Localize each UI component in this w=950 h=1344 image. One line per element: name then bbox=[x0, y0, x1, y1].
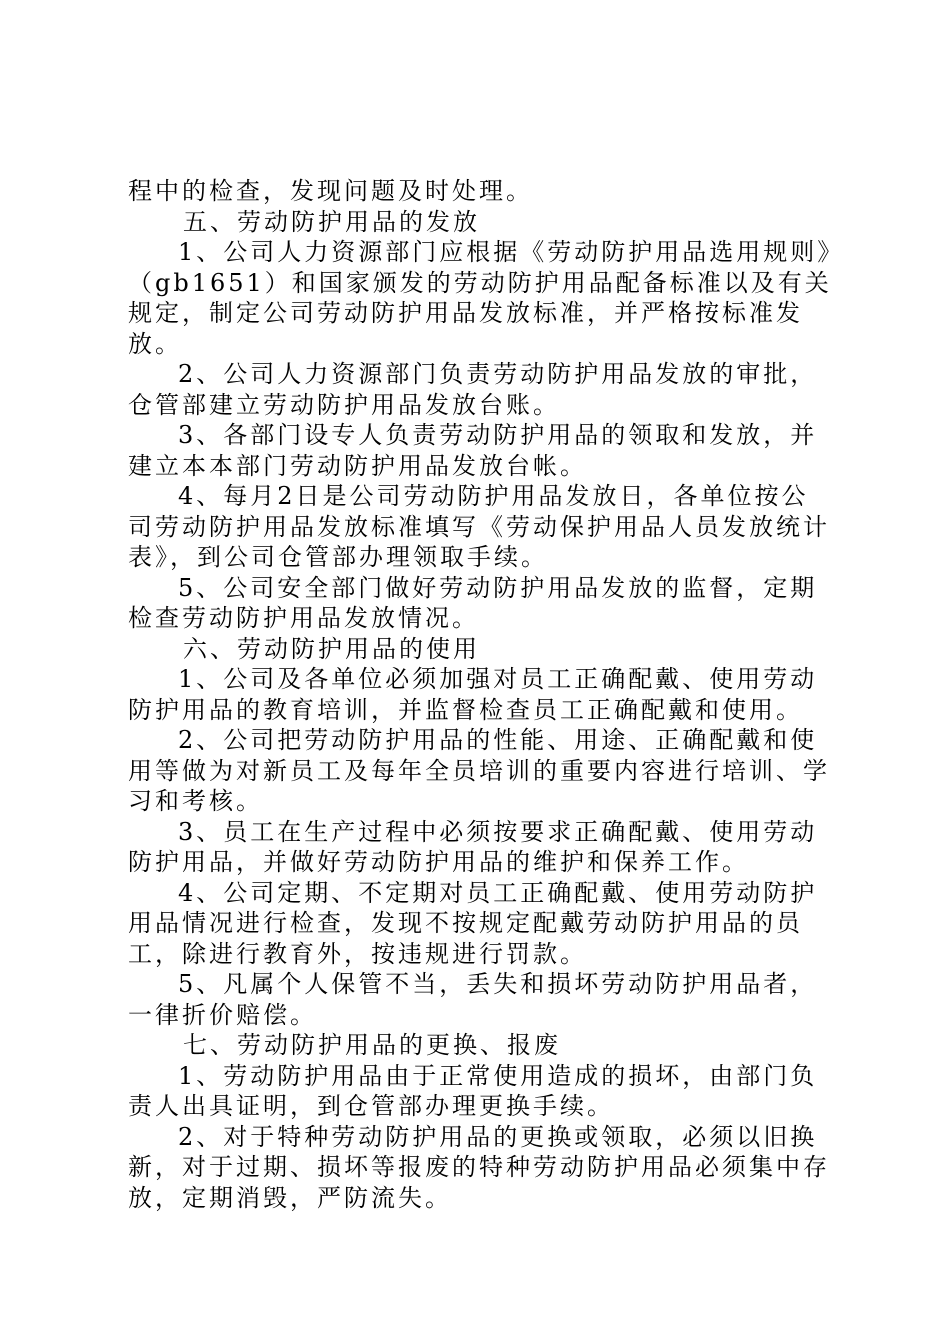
section-heading-7: 七、劳动防护用品的更换、报废 bbox=[183, 1031, 561, 1059]
paragraph-5-2: 2、公司人力资源部门负责劳动防护用品发放的审批，仓管部建立劳动防护用品发放台账。 bbox=[128, 360, 818, 419]
paragraph-5-4: 4、每月2日是公司劳动防护用品发放日，各单位按公司劳动防护用品发放标准填写《劳动保护用品人员发放统计表》，到公司仓管部办理领取手续。 bbox=[128, 482, 830, 571]
paragraph-6-3: 3、员工在生产过程中必须按要求正确配戴、使用劳动防护用品，并做好劳动防护用品的维护和保养工作。 bbox=[128, 817, 818, 876]
paragraph-6-4: 4、公司定期、不定期对员工正确配戴、使用劳动防护用品情况进行检查，发现不按规定配戴劳动防护用品的员工，除进行教育外，按违规进行罚款。 bbox=[128, 878, 818, 968]
section-heading-5: 五、劳动防护用品的发放 bbox=[183, 207, 480, 236]
section-heading-6: 六、劳动防护用品的使用 bbox=[183, 634, 480, 663]
paragraph-6-5: 5、凡属个人保管不当，丢失和损坏劳动防护用品者，一律折价赔偿。 bbox=[128, 970, 818, 1029]
paragraph-5-1: 1、公司人力资源部门应根据《劳动防护用品选用规则》（gb1651）和国家颁发的劳动防护用品配备标准以及有关规定，制定公司劳动防护用品发放标准，并严格按标准发放。 bbox=[128, 238, 833, 358]
paragraph-continuation: 程中的检查，发现问题及时处理。 bbox=[128, 177, 533, 205]
paragraph-5-5: 5、公司安全部门做好劳动防护用品发放的监督，定期检查劳动防护用品发放情况。 bbox=[128, 573, 818, 632]
paragraph-6-2: 2、公司把劳动防护用品的性能、用途、正确配戴和使用等做为对新员工及每年全员培训的重要内容进行培训、学习和考核。 bbox=[128, 726, 830, 815]
paragraph-6-1: 1、公司及各单位必须加强对员工正确配戴、使用劳动防护用品的教育培训，并监督检查员工正确配戴和使用。 bbox=[128, 665, 818, 724]
paragraph-7-2: 2、对于特种劳动防护用品的更换或领取，必须以旧换新，对于过期、损坏等报废的特种劳动防护用品必须集中存放，定期消毁，严防流失。 bbox=[128, 1122, 830, 1212]
document-body bbox=[128, 176, 833, 1213]
paragraph-7-1: 1、劳动防护用品由于正常使用造成的损坏，由部门负责人出具证明，到仓管部办理更换手续。 bbox=[128, 1061, 818, 1120]
paragraph-5-3: 3、各部门设专人负责劳动防护用品的领取和发放，并建立本本部门劳动防护用品发放台帐。 bbox=[128, 421, 818, 480]
